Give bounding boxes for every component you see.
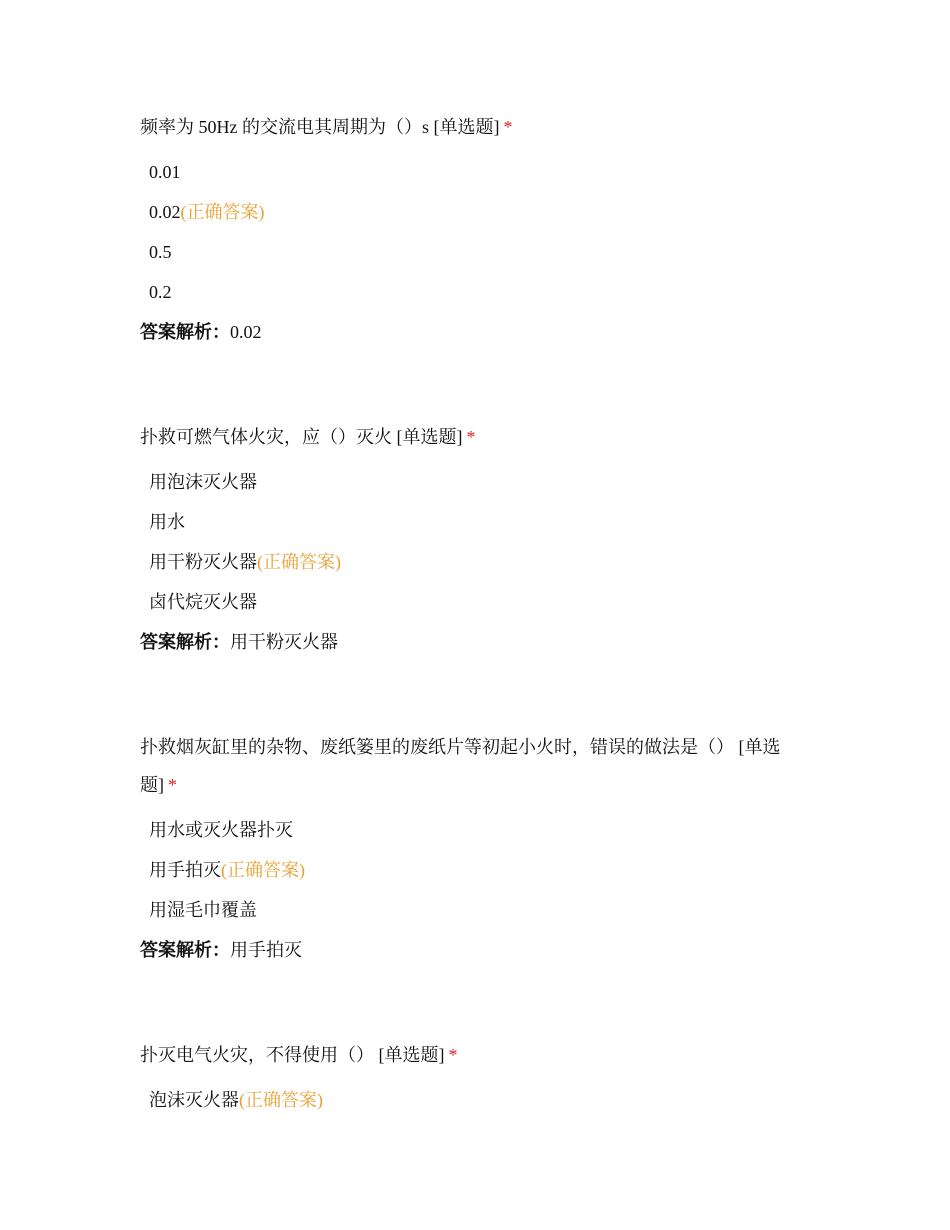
answer-analysis [140, 312, 810, 352]
analysis-text: 用干粉灭火器 [230, 632, 338, 652]
question-type: [单选题] [433, 117, 500, 137]
question-text: 频率为 50Hz 的交流电其周期为（）s [140, 117, 429, 137]
question-text: 扑灭电气火灾，不得使用（） [140, 1045, 379, 1065]
option-item [140, 542, 810, 582]
question-4 [140, 1036, 810, 1120]
answer-analysis [140, 622, 810, 662]
quiz-answer-sheet [140, 108, 810, 1120]
option-label: 0.02 [149, 202, 181, 222]
correct-answer-tag: (正确答案) [221, 860, 305, 880]
option-label: 卤代烷灭火器 [149, 592, 257, 612]
question-type: [单选题] [140, 737, 781, 795]
question-title [140, 1036, 810, 1074]
analysis-text: 0.02 [230, 322, 262, 342]
correct-answer-tag: (正确答案) [180, 202, 265, 222]
option-label: 用泡沫灭火器 [149, 472, 257, 492]
option-item [140, 152, 810, 192]
option-label: 0.01 [149, 162, 181, 182]
required-marker: * [466, 427, 476, 447]
required-marker: * [448, 1045, 458, 1065]
analysis-text: 用手拍灭 [230, 940, 302, 960]
question-separator [140, 970, 810, 1036]
question-type: [单选题] [378, 1045, 445, 1065]
question-title [140, 728, 810, 804]
correct-answer-tag: (正确答案) [257, 552, 341, 572]
correct-answer-tag: (正确答案) [239, 1090, 323, 1110]
option-item [140, 232, 810, 272]
analysis-label: 答案解析： [140, 940, 230, 960]
question-text: 扑救烟灰缸里的杂物、废纸篓里的废纸片等初起小火时，错误的做法是（） [140, 737, 739, 757]
question-title [140, 418, 810, 456]
required-marker: * [503, 117, 513, 137]
options-list [140, 810, 810, 930]
question-title [140, 108, 810, 146]
question-3 [140, 728, 810, 970]
option-item [140, 462, 810, 502]
option-label: 用手拍灭 [149, 860, 221, 880]
options-list [140, 462, 810, 622]
option-label: 用水 [149, 512, 185, 532]
option-label: 0.2 [149, 282, 172, 302]
question-type: [单选题] [396, 427, 463, 447]
option-label: 用湿毛巾覆盖 [149, 900, 257, 920]
options-list [140, 152, 810, 312]
question-separator [140, 352, 810, 418]
option-item [140, 272, 810, 312]
option-item [140, 582, 810, 622]
options-list [140, 1080, 810, 1120]
option-label: 用水或灭火器扑灭 [149, 820, 293, 840]
option-label: 用干粉灭火器 [149, 552, 257, 572]
analysis-label: 答案解析： [140, 632, 230, 652]
answer-analysis [140, 930, 810, 970]
option-label: 泡沫灭火器 [149, 1090, 239, 1110]
option-item [140, 192, 810, 232]
option-item [140, 890, 810, 930]
option-item [140, 502, 810, 542]
question-1 [140, 108, 810, 352]
option-label: 0.5 [149, 242, 172, 262]
option-item [140, 850, 810, 890]
option-item [140, 1080, 810, 1120]
analysis-label: 答案解析： [140, 322, 230, 342]
question-2 [140, 418, 810, 662]
question-text: 扑救可燃气体火灾，应（）灭火 [140, 427, 392, 447]
required-marker: * [168, 775, 177, 795]
question-separator [140, 662, 810, 728]
option-item [140, 810, 810, 850]
